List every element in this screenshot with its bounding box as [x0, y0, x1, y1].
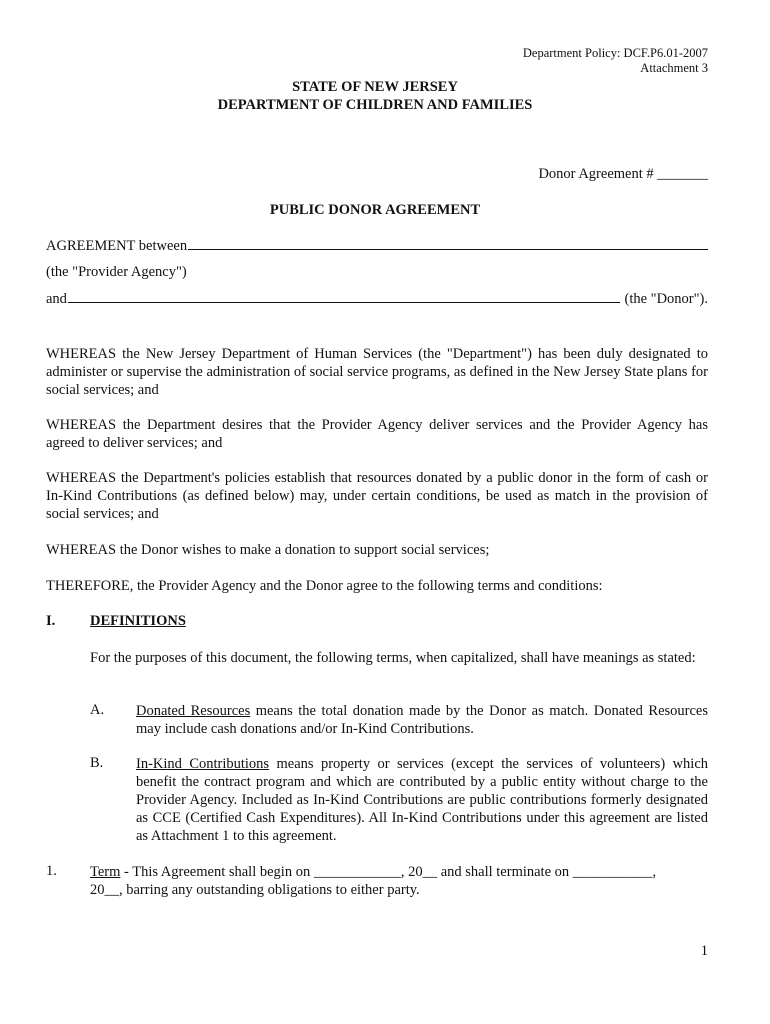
- agreement-between-line: [46, 238, 708, 255]
- definition-term: In-Kind Contributions: [136, 756, 270, 772]
- start-date-field[interactable]: ____________: [313, 864, 401, 880]
- agreement-between-label: AGREEMENT between: [46, 238, 188, 254]
- donor-label: (the "Donor").: [624, 291, 708, 307]
- section-number: I.: [46, 613, 56, 629]
- whereas-clause: WHEREAS the Department desires that the Provider Agency deliver services and the Provider Agency has agreed to deliver services; and: [46, 417, 708, 451]
- term-clause: [90, 863, 708, 899]
- whereas-clause: WHEREAS the Donor wishes to make a donation to support social services;: [46, 542, 490, 558]
- department-name: DEPARTMENT OF CHILDREN AND FAMILIES: [217, 97, 533, 113]
- document-heading: [0, 78, 750, 114]
- attachment-label: Attachment 3: [640, 61, 708, 75]
- definition-letter: A.: [90, 702, 105, 718]
- end-date-field[interactable]: ___________: [572, 864, 653, 880]
- donor-agreement-number: [400, 166, 708, 183]
- term-text: ,: [652, 864, 657, 880]
- whereas-clause: WHEREAS the New Jersey Department of Human Services (the "Department") has been duly designated to administer or supervise the administration of social service programs, as defined in the New Jersey State plans for social services; and: [46, 346, 708, 398]
- provider-agency-label: (the "Provider Agency"): [46, 264, 187, 280]
- therefore-clause: THEREFORE, the Provider Agency and the Donor agree to the following terms and conditions:: [46, 578, 603, 594]
- clause-number: 1.: [46, 863, 57, 879]
- definition-term: Donated Resources: [136, 703, 251, 719]
- donor-agreement-label: Donor Agreement #: [538, 166, 654, 182]
- definition-item: [136, 755, 708, 845]
- definition-text: means property or services (except the services of volunteers) which benefit the contract program and which are contributed by a public entity without charge to the Provider Agency. Included as In-Kind Contributions are public contributions formerly designated as CCE (Certified Cash Expenditures). All In-Kind Contributions under this agreement are listed as Attachment 1 to this agreement.: [136, 756, 709, 844]
- agreement-title: PUBLIC DONOR AGREEMENT: [269, 202, 481, 218]
- donor-field[interactable]: [68, 291, 621, 303]
- definition-item: [136, 702, 708, 738]
- and-label: and: [46, 291, 67, 307]
- policy-reference: Department Policy: DCF.P6.01-2007: [522, 46, 708, 60]
- definitions-intro: For the purposes of this document, the following terms, when capitalized, shall have meanings as stated:: [90, 650, 696, 666]
- term-text: - This Agreement shall begin on: [120, 864, 314, 880]
- term-text: 20__, barring any outstanding obligations to either party.: [90, 882, 420, 898]
- page-number: 1: [700, 943, 708, 959]
- term-label: Term: [90, 864, 121, 880]
- state-name: STATE OF NEW JERSEY: [292, 79, 458, 95]
- definition-text: means the total donation made by the Donor as match. Donated Resources may include cash donations and/or In-Kind Contributions.: [136, 703, 708, 737]
- term-text: , 20__ and shall terminate on: [400, 864, 573, 880]
- section-heading: DEFINITIONS: [90, 613, 186, 629]
- policy-header: [400, 46, 708, 76]
- donor-line: [46, 291, 708, 308]
- definition-letter: B.: [90, 755, 104, 771]
- donor-agreement-blank[interactable]: _______: [657, 166, 708, 182]
- provider-agency-field[interactable]: [188, 238, 708, 250]
- whereas-clause: WHEREAS the Department's policies establish that resources donated by a public donor in the form of cash or In-Kind Contributions (as defined below) may, under certain conditions, be used as match in the provision of social services; and: [46, 470, 708, 522]
